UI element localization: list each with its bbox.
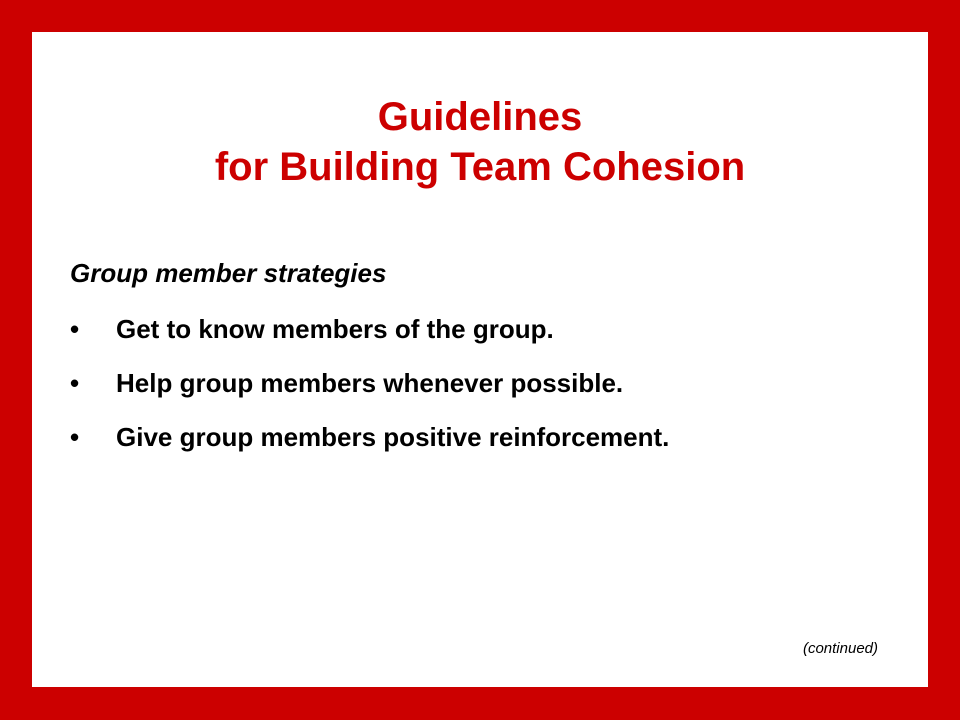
- slide-title: [32, 92, 928, 192]
- bullet-item: [70, 312, 910, 347]
- title-line-1: Guidelines: [377, 95, 583, 139]
- title-line-2: for Building Team Cohesion: [214, 145, 746, 189]
- bullet-marker: •: [70, 314, 80, 344]
- section-subtitle: Group member strategies: [70, 258, 387, 288]
- bullet-item: [70, 366, 910, 401]
- bullet-text: Give group members positive reinforcement.: [116, 422, 670, 452]
- bullet-text: Get to know members of the group.: [116, 314, 554, 344]
- bullet-marker: •: [70, 422, 80, 452]
- bullet-item: [70, 420, 910, 455]
- bullet-marker: •: [70, 368, 80, 398]
- bullet-list: [70, 312, 910, 474]
- continued-note: (continued): [802, 640, 878, 657]
- bullet-text: Help group members whenever possible.: [116, 368, 624, 398]
